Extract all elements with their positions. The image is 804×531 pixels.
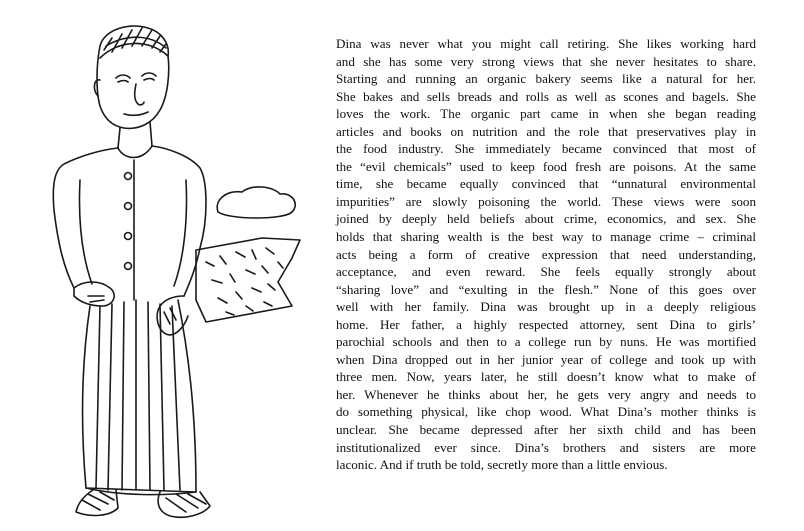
- story-line: joined by deeply held beliefs about crime, economics, and sex. She: [336, 211, 756, 227]
- story-line: Dina was never what you might call retiring. She likes working hard: [336, 36, 756, 51]
- story-line: parochial schools and then to a college run by nuns. He was mortified: [336, 334, 756, 350]
- story-line: acceptance, and even reward. She feels equally strongly about: [336, 264, 756, 280]
- story-line: loves the work. The organic part came in when she began reading: [336, 106, 756, 122]
- hands: [74, 282, 188, 335]
- jacket: [53, 122, 206, 300]
- story-text: [336, 35, 756, 474]
- story-line: unclear. She became depressed after her sixth child and has been: [336, 422, 756, 438]
- story-line: well with her family. Dina was brought up in a deeply religious: [336, 299, 756, 315]
- woman-illustration: [0, 0, 330, 531]
- story-line: do something physical, like chop wood. What Dina’s mother thinks is: [336, 404, 756, 420]
- landscape-patch: [196, 238, 300, 322]
- story-line: three men. Now, years later, he still doesn’t know what to make of: [336, 369, 756, 385]
- story-line: the “evil chemicals” used to keep food fresh are poisons. At the same: [336, 158, 756, 174]
- striped-skirt: [83, 300, 196, 495]
- story-line: articles and books on nutrition and the role that preservatives play in: [336, 123, 756, 139]
- story-line: holds that sharing wealth is the best way to manage crime – criminal: [336, 229, 756, 245]
- head: [94, 26, 168, 128]
- story-line: her. Whenever he thinks about her, he gets very angry and needs to: [336, 386, 756, 402]
- story-line: when Dina dropped out in her junior year of college and took up with: [336, 351, 756, 367]
- story-line: She bakes and sells breads and rolls as well as scones and bagels. She: [336, 88, 756, 104]
- cloud-shape: [217, 187, 295, 218]
- story-line: laconic. And if truth be told, secretly more than a little envious.: [336, 457, 668, 473]
- story-line: institutionalized ever since. Dina’s brothers and sisters are more: [336, 439, 756, 455]
- story-line: time, she became equally convinced that “unnatural environmental: [336, 176, 756, 192]
- story-line: Starting and running an organic bakery seems like a natural for her.: [336, 71, 756, 87]
- story-line: the food industry. She immediately became convinced that most of: [336, 141, 756, 157]
- story-line: acts being a form of creative expression that need understanding,: [336, 246, 756, 262]
- story-line: “sharing love” and “exulting in the flesh.” None of this goes over: [336, 281, 756, 297]
- story-line: and she has some very strong views that she never hesitates to share.: [336, 53, 756, 69]
- story-line: home. Her father, a highly respected attorney, sent Dina to girls’: [336, 316, 756, 332]
- story-line: impurities” are slowly poisoning the world. These views were soon: [336, 193, 756, 209]
